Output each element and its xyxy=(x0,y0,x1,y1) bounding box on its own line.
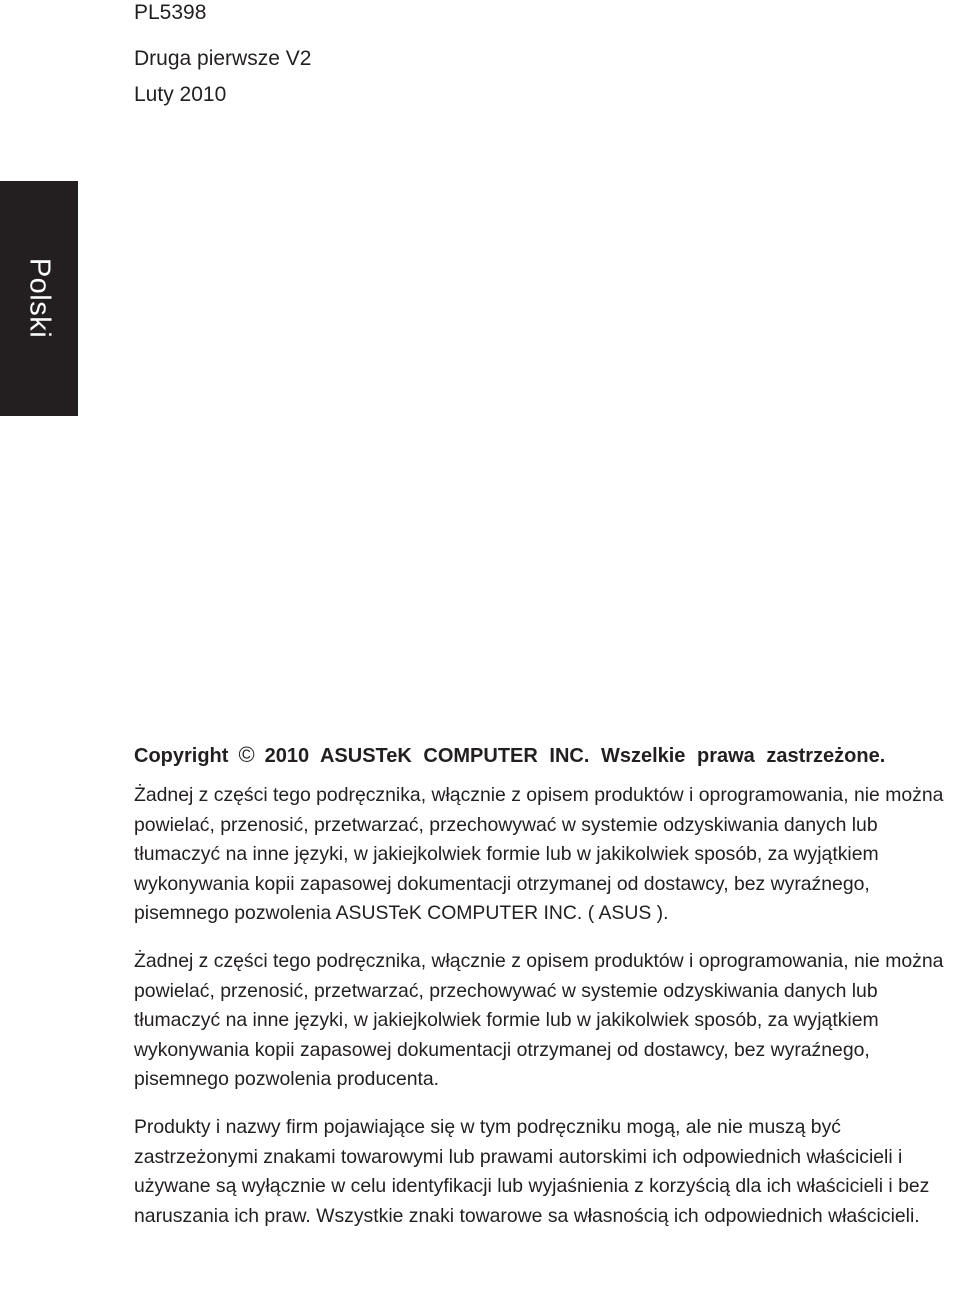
language-side-tab xyxy=(0,181,78,416)
paragraph-trademarks: Produkty i nazwy firm pojawiające się w tym podręczniku mogą, ale nie muszą być zastrzeżonymi znakami towarowymi lub prawami autorskimi ich odpowiednich właścicieli i używane są wyłącznie w celu identyfikacji lub wyjaśnienia z korzyścią dla ich właścicieli i bez naruszania ich praw. Wszystkie znaki towarowe sa własnością ich odpowiednich właścicieli. xyxy=(134,1115,930,1227)
paragraph-reproduction-producer: Żadnej z części tego podręcznika, włącznie z opisem produktów i oprogramowania, nie można powielać, przenosić, przetwarzać, przechowywać w systemie odzyskiwania danych lub tłumaczyć na inne języki, w jakiejkolwiek formie lub w jakikolwiek sposób, za wyjątkiem wykonywania kopii zapasowej dokumentacji otrzymanej od dostawcy, bez wyraźnego, pisemnego pozwolenia producenta. xyxy=(134,949,944,1091)
copyright-line xyxy=(134,740,946,771)
document-edition: Druga pierwsze V2 xyxy=(134,47,312,70)
paragraph-reproduction: Żadnej z części tego podręcznika, włącznie z opisem produktów i oprogramowania, nie można powielać, przenosić, przetwarzać, przechowywać w systemie odzyskiwania danych lub tłumaczyć na inne języki, w jakiejkolwiek formie lub w jakikolwiek sposób, za wyjątkiem wykonywania kopii zapasowej dokumentacji otrzymanej od dostawcy, bez wyraźnego, pisemnego pozwolenia ASUSTeK COMPUTER INC. ( ASUS ). xyxy=(134,784,944,925)
copyright-symbol: © xyxy=(238,742,255,767)
copyright-text: 2010 ASUSTeK COMPUTER INC. Wszelkie prawa zastrzeżone. xyxy=(264,745,886,767)
document-header xyxy=(134,0,834,108)
copyright-prefix: Copyright xyxy=(134,745,229,767)
document-code: PL5398 xyxy=(134,1,207,24)
copyright-notice xyxy=(134,740,946,1249)
document-date: Luty 2010 xyxy=(134,83,227,106)
language-tab-label: Polski xyxy=(23,257,56,339)
